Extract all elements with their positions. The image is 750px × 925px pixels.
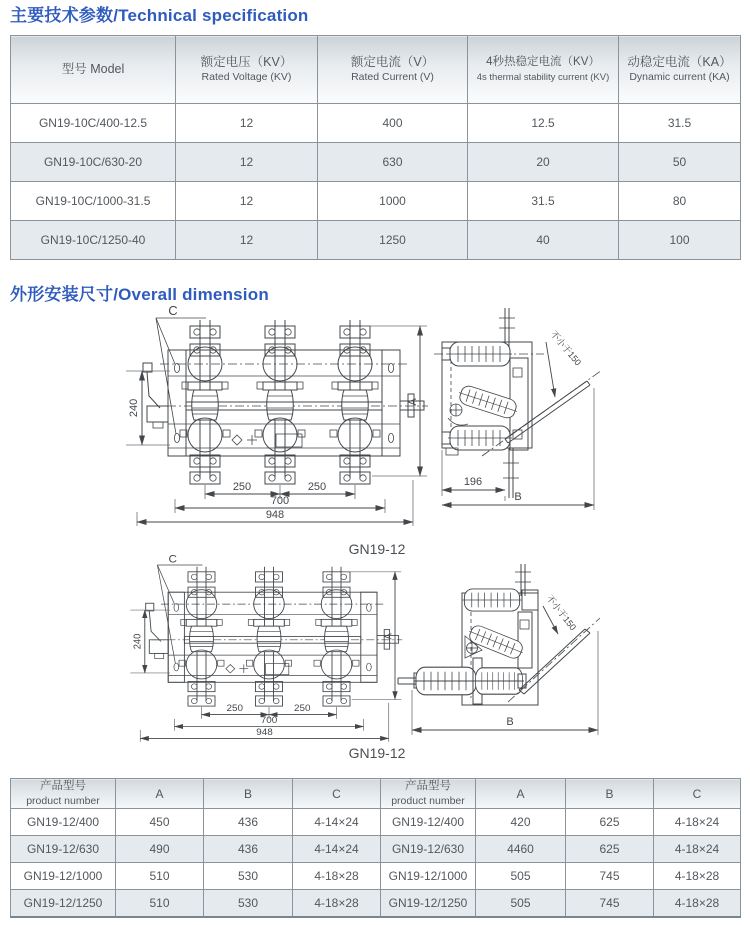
dim-header-c: C	[654, 779, 741, 809]
cell-value: 510	[116, 890, 204, 918]
cell-model: GN19-12/630	[381, 836, 476, 863]
cell-model: GN19-10C/1250-40	[11, 221, 176, 260]
cell-value: 530	[204, 890, 293, 918]
cell-value: 510	[116, 863, 204, 890]
cell-model: GN19-10C/400-12.5	[11, 104, 176, 143]
dim-header-b: B	[204, 779, 293, 809]
spec-header-row	[11, 36, 741, 104]
dim-700-label: 700	[270, 495, 290, 507]
dim-250-label: 250	[307, 481, 327, 493]
table-row	[11, 221, 741, 260]
cell-value: 625	[566, 836, 654, 863]
cell-value: 436	[204, 809, 293, 836]
dim-header-a: A	[116, 779, 204, 809]
dim-b-label: B	[514, 491, 522, 503]
dim-header-product-number: 产品型号 product number	[11, 779, 116, 809]
cell-value: 4-18×28	[654, 890, 741, 918]
spec-header-rated-voltage: 额定电压（KV） Rated Voltage (KV)	[176, 36, 318, 104]
table-row	[11, 143, 741, 182]
dim-b-label: B	[506, 716, 514, 728]
dim-196-label: 196	[463, 476, 483, 488]
cell-value: 1250	[318, 221, 468, 260]
cell-model: GN19-12/1000	[11, 863, 116, 890]
section-title-technical-specification: 主要技术参数/Technical specification	[10, 6, 309, 25]
model-label-gn19-12: GN19-12	[348, 541, 406, 557]
dim-header-c: C	[293, 779, 381, 809]
cell-value: 20	[468, 143, 619, 182]
overall-dimension-table	[10, 778, 741, 918]
table-row	[11, 104, 741, 143]
technical-drawings	[10, 298, 740, 775]
section-title-overall-dimension: 外形安装尺寸/Overall dimension	[10, 285, 269, 304]
cell-value: 4-18×24	[654, 809, 741, 836]
technical-specification-table	[10, 35, 741, 260]
cell-model: GN19-12/400	[11, 809, 116, 836]
cell-model: GN19-12/1250	[381, 890, 476, 918]
dim-header-product-number: 产品型号 product number	[381, 779, 476, 809]
cell-value: 50	[619, 143, 741, 182]
cell-value: 625	[566, 809, 654, 836]
spec-header-model: 型号 Model	[11, 36, 176, 104]
front-view-drawing-2	[130, 554, 402, 742]
cell-model: GN19-10C/630-20	[11, 143, 176, 182]
cell-value: 80	[619, 182, 741, 221]
spec-header-dynamic-current: 动稳定电流（KA） Dynamic current (KA)	[619, 36, 741, 104]
dim-948-label: 948	[265, 509, 285, 521]
table-row	[11, 863, 741, 890]
dim-header-b: B	[566, 779, 654, 809]
cell-value: 4-18×28	[654, 863, 741, 890]
cell-value: 530	[204, 863, 293, 890]
cell-value: 40	[468, 221, 619, 260]
cell-value: 400	[318, 104, 468, 143]
cell-value: 450	[116, 809, 204, 836]
dim-c-label: C	[168, 303, 178, 318]
cell-value: 436	[204, 836, 293, 863]
cell-value: 505	[476, 863, 566, 890]
cell-value: 4460	[476, 836, 566, 863]
cell-value: 4-18×28	[293, 863, 381, 890]
cell-model: GN19-12/630	[11, 836, 116, 863]
cell-value: 745	[566, 890, 654, 918]
table-row	[11, 182, 741, 221]
cell-value: 31.5	[619, 104, 741, 143]
cell-value: 12	[176, 221, 318, 260]
cell-value: 12	[176, 143, 318, 182]
cell-value: 745	[566, 863, 654, 890]
table-row	[11, 890, 741, 918]
cell-value: 4-18×24	[654, 836, 741, 863]
front-view-drawing	[126, 303, 428, 526]
table-row	[11, 809, 741, 836]
cell-value: 505	[476, 890, 566, 918]
cell-value: 12.5	[468, 104, 619, 143]
cell-value: 630	[318, 143, 468, 182]
cell-model: GN19-12/1000	[381, 863, 476, 890]
min-distance-note: 不小于150	[544, 593, 579, 633]
cell-value: 12	[176, 104, 318, 143]
model-label-gn19-12: GN19-12	[348, 745, 406, 761]
dimension-header-row	[11, 779, 741, 809]
min-distance-note: 不小于150	[548, 328, 584, 368]
cell-value: 4-14×24	[293, 809, 381, 836]
cell-value: 4-14×24	[293, 836, 381, 863]
cell-value: 490	[116, 836, 204, 863]
dim-240-label: 240	[128, 398, 140, 418]
cell-model: GN19-12/1250	[11, 890, 116, 918]
cell-value: 100	[619, 221, 741, 260]
cell-model: GN19-12/400	[381, 809, 476, 836]
dim-a-label: A	[407, 398, 419, 406]
dim-250-label: 250	[232, 481, 252, 493]
cell-value: 12	[176, 182, 318, 221]
cell-value: 4-18×28	[293, 890, 381, 918]
cell-value: 420	[476, 809, 566, 836]
spec-header-rated-current: 额定电流（V） Rated Current (V)	[318, 36, 468, 104]
cell-value: 31.5	[468, 182, 619, 221]
side-view-drawing-1	[434, 308, 602, 510]
cell-model: GN19-10C/1000-31.5	[11, 182, 176, 221]
side-view-drawing-2	[398, 564, 600, 735]
dim-header-a: A	[476, 779, 566, 809]
cell-value: 1000	[318, 182, 468, 221]
table-row	[11, 836, 741, 863]
spec-header-thermal-current: 4秒热稳定电流（KV） 4s thermal stability current (KV)	[468, 36, 619, 104]
